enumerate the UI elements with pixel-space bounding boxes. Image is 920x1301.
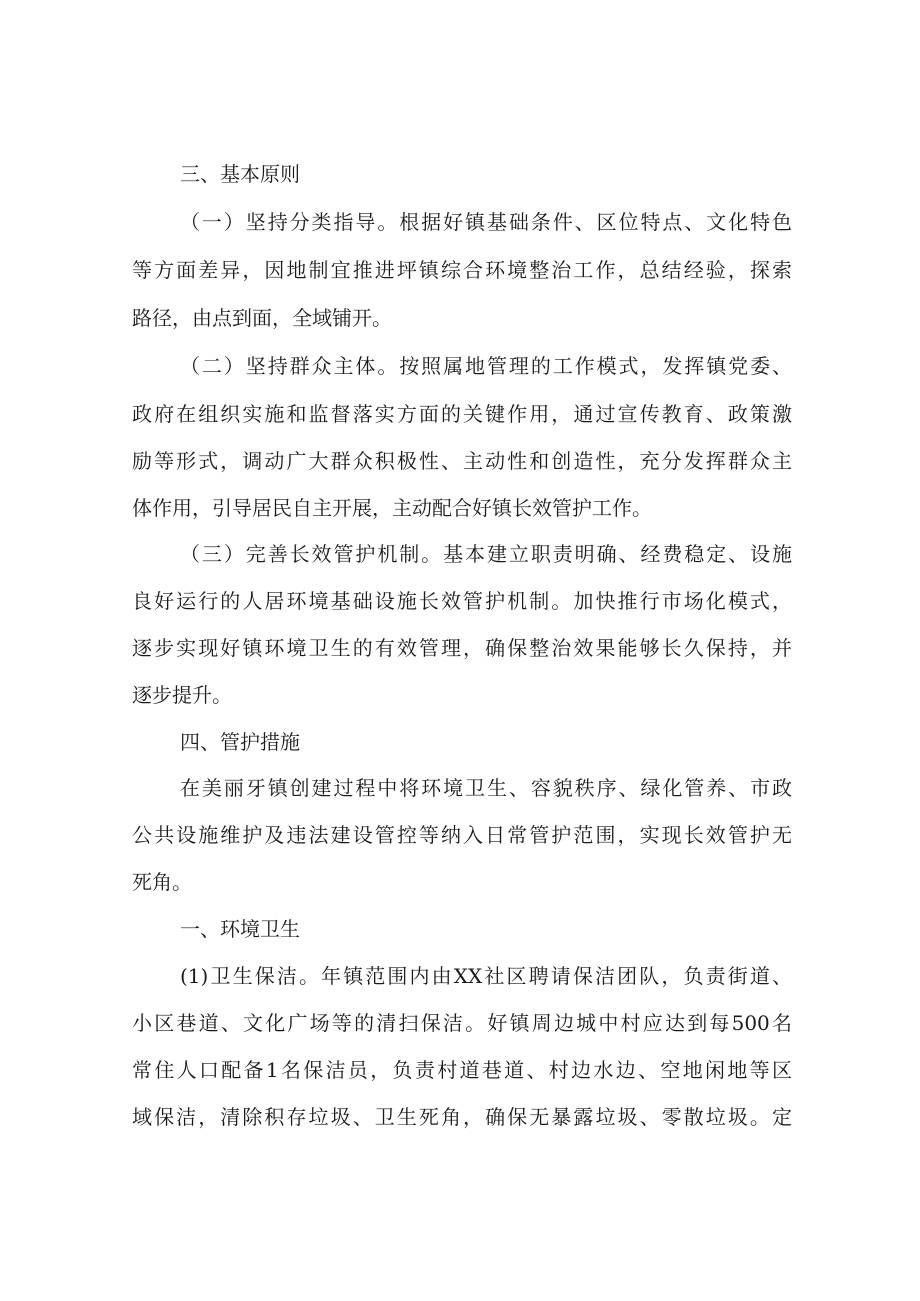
paragraph-line: 公共设施维护及违法建设管控等纳入日常管护范围，实现长效管护无 xyxy=(132,823,792,847)
paragraph-line: 等方面差异，因地制宜推进坪镇综合环境整治工作，总结经验，探索 xyxy=(132,258,792,282)
paragraph-line: 励等形式，调动广大群众积极性、主动性和创造性，充分发挥群众主 xyxy=(132,449,792,473)
paragraph-line: （三）完善长效管护机制。基本建立职责明确、经费稳定、设施 xyxy=(180,542,792,566)
paragraph-line: 小区巷道、文化广场等的清扫保洁。好镇周边城中村应达到每500名 xyxy=(132,1011,792,1035)
section-heading-principles: 三、基本原则 xyxy=(180,162,300,186)
subsection-heading-sanitation: 一、环境卫生 xyxy=(180,917,300,941)
paragraph-line: 路径，由点到面，全域铺开。 xyxy=(132,306,392,330)
paragraph-line: （一）坚持分类指导。根据好镇基础条件、区位特点、文化特色 xyxy=(180,210,792,234)
paragraph-line: 良好运行的人居环境基础设施长效管护机制。加快推行市场化模式， xyxy=(132,589,792,613)
paragraph-line: (1)卫生保洁。年镇范围内由XX社区聘请保洁团队，负责街道、 xyxy=(180,964,792,988)
paragraph-line: 体作用，引导居民自主开展，主动配合好镇长效管护工作。 xyxy=(132,496,652,520)
paragraph-line: 域保洁，清除积存垃圾、卫生死角，确保无暴露垃圾、零散垃圾。定 xyxy=(132,1105,792,1129)
section-heading-measures: 四、管护措施 xyxy=(180,730,300,754)
paragraph-line: 死角。 xyxy=(132,870,192,894)
paragraph-line: （二）坚持群众主体。按照属地管理的工作模式，发挥镇党委、 xyxy=(180,354,792,378)
paragraph-line: 常住人口配备1名保洁员，负责村道巷道、村边水边、空地闲地等区 xyxy=(132,1058,792,1082)
paragraph-line: 逐步提升。 xyxy=(132,683,232,707)
paragraph-line: 政府在组织实施和监督落实方面的关键作用，通过宣传教育、政策激 xyxy=(132,402,792,426)
paragraph-line: 在美丽牙镇创建过程中将环境卫生、容貌秩序、绿化管养、市政 xyxy=(180,776,792,800)
paragraph-line: 逐步实现好镇环境卫生的有效管理，确保整治效果能够长久保持，并 xyxy=(132,636,792,660)
